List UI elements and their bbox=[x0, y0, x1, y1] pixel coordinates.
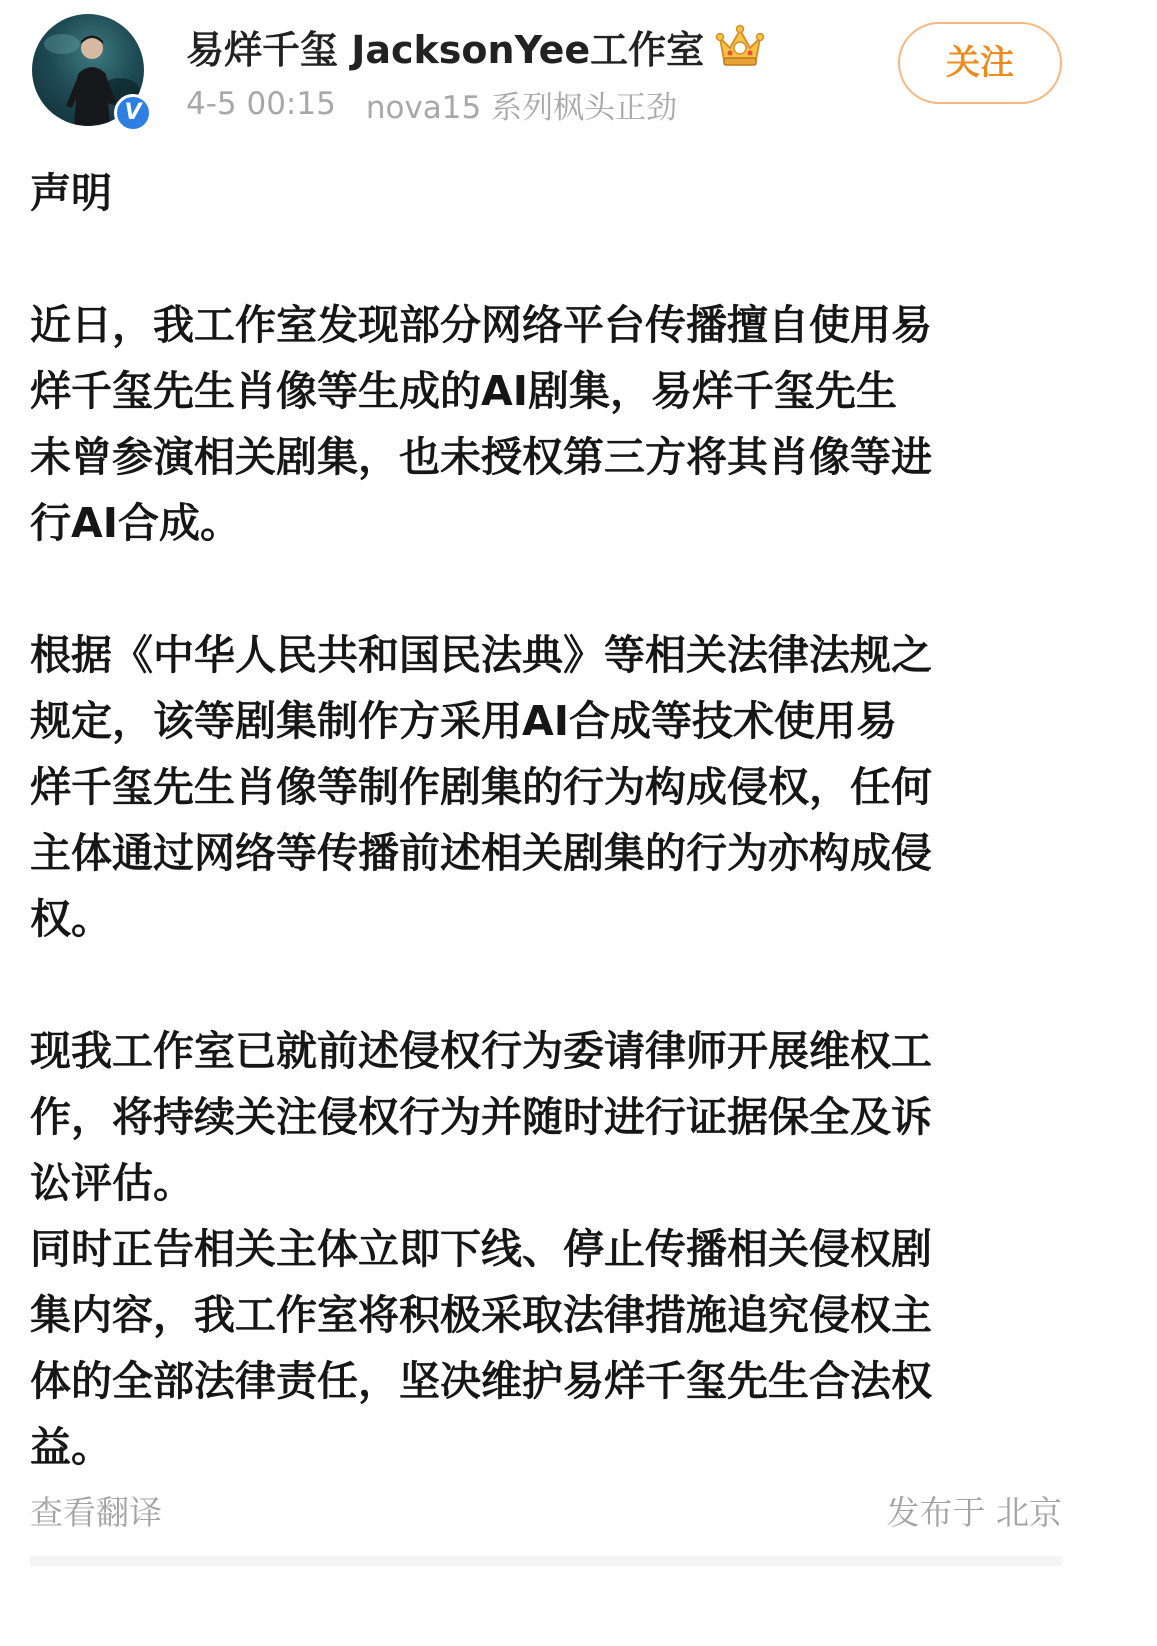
follow-button[interactable]: 关注 bbox=[898, 22, 1062, 104]
vip-crown-icon[interactable] bbox=[714, 24, 766, 68]
post-meta bbox=[186, 84, 677, 124]
post-paragraph-4: 同时正告相关主体立即下线、停止传播相关侵权剧 集内容，我工作室将积极采取法律措施追究侵权主 体的全部法律责任，坚决维护易烊千玺先生合法权 益。 bbox=[30, 1225, 932, 1471]
user-name-row bbox=[186, 18, 766, 74]
paragraph-spacer bbox=[30, 226, 1130, 292]
post-title: 声明 bbox=[30, 169, 112, 217]
post-paragraph-3: 现我工作室已就前述侵权行为委请律师开展维权工 作，将持续关注侵权行为并随时进行证据保全及诉 讼评估。 bbox=[30, 1027, 932, 1207]
post-paragraph-2: 根据《中华人民共和国民法典》等相关法律法规之 规定，该等剧集制作方采用AI合成等技术使用易 烊千玺先生肖像等制作剧集的行为构成侵权，任何 主体通过网络等传播前述相关剧集的行为亦构成侵 权。 bbox=[30, 631, 932, 943]
view-translation-link[interactable]: 查看翻译 bbox=[30, 1492, 162, 1532]
post-footer bbox=[30, 1482, 1062, 1538]
post-location: 发布于 北京 bbox=[886, 1492, 1062, 1532]
bottom-divider bbox=[30, 1556, 1062, 1566]
avatar[interactable] bbox=[32, 14, 144, 126]
post-timestamp: 4-5 00:15 bbox=[186, 86, 336, 122]
paragraph-spacer bbox=[30, 556, 1130, 622]
user-name[interactable]: 易烊千玺 JacksonYee工作室 bbox=[186, 27, 705, 72]
post-paragraph-1: 近日，我工作室发现部分网络平台传播擅自使用易 烊千玺先生肖像等生成的AI剧集，易烊千玺先生 未曾参演相关剧集，也未授权第三方将其肖像等进 行AI合成。 bbox=[30, 301, 932, 547]
verified-badge-icon: V bbox=[114, 94, 152, 132]
post-source[interactable]: nova15 系列枫头正劲 bbox=[365, 89, 678, 126]
paragraph-spacer bbox=[30, 952, 1130, 1018]
post-header bbox=[0, 0, 1157, 150]
post-body bbox=[30, 160, 1130, 1480]
